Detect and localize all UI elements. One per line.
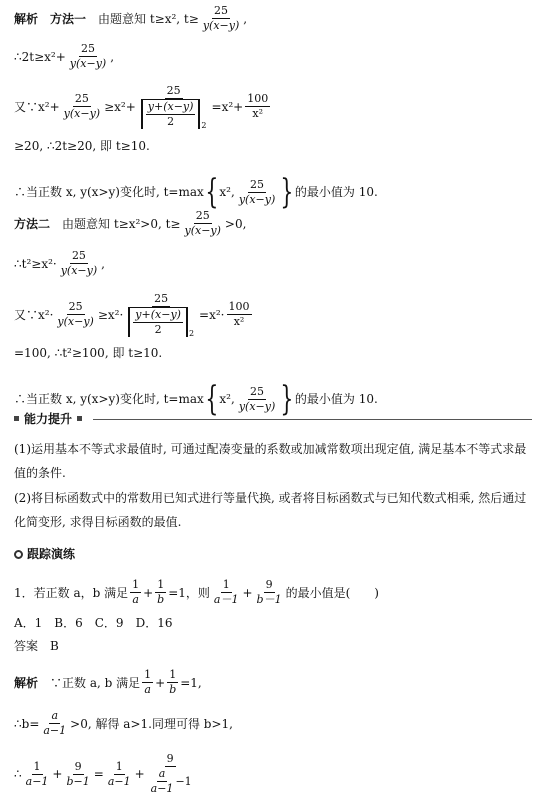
m1-line4: ≥20, ∴2t≥20, 即 t≥10. — [14, 139, 150, 153]
analysis-label: 解析 — [14, 11, 39, 26]
q1-line: 1．若正数 a，b 满足 $\frac{1}{a}$ + $\frac{1}{b}$ =1，则 $\frac{1}{a-1}$ + $\frac{9}{b-1}$ 的最小值是( ) — [14, 578, 379, 606]
m1-line5: ∴当正数 x, y(x>y)变化时, t=max { x², $\frac{25}{y(x-y)}$ } 的最小值为 10. — [14, 172, 378, 212]
sol-line2: ∴b= $\frac{a}{a-1}$ >0, 解得 a>1.同理可得 b>1, — [14, 709, 233, 737]
ability-p1: (1)运用基本不等式求最值时, 可通过配凑变量的系数或加减常数项出现定值, 满足基本不等式求最值的条件. — [14, 442, 527, 480]
method2-label: 方法二 — [14, 216, 51, 231]
q1-answer: 答案 B — [14, 639, 59, 653]
m1-line1: 解析 方法一 由题意知 t≥x², t≥ $\frac{25}{y(x-y)}$ , — [14, 4, 248, 32]
m2-line2: ∴t²≥x²· $\frac{25}{y(x-y)}$ , — [14, 249, 105, 277]
solution-label: 解析 — [14, 675, 39, 690]
m1-line2-frac: $\frac{25}{y(x-y)}$ — [69, 42, 107, 70]
method1-label: 方法一 — [50, 11, 87, 26]
sol-line3: ∴ $\frac{1}{a-1}$ + $\frac{9}{b-1}$ = $\frac{1}{a-1}$ + 9 $\frac{a}{a-1}$ −1 — [14, 752, 192, 795]
q1-options: A．1 B．6 C．9 D．16 — [14, 616, 173, 630]
m1-big-frac: 25 $\frac{y+(x-y)}{2}$ 2 — [138, 84, 210, 129]
m1-line1-text: 由题意知 t≥x², t≥ — [98, 11, 199, 26]
m1-line1-frac: $\frac{25}{y(x-y)}$ — [202, 4, 240, 32]
circle-bullet-icon — [14, 550, 23, 559]
m1-line3: 又∵x²+ $\frac{25}{y(x-y)}$ ≥x²+ 25 $\frac{y+(x-y)}{2}$ 2 =x²+ $\frac{100}{\text{x²}}$ — [14, 84, 269, 130]
m2-line4: =100, ∴t²≥100, 即 t≥10. — [14, 346, 163, 360]
right-brace-icon: } — [280, 172, 294, 212]
practice-header: 跟踪演练 — [14, 545, 75, 563]
left-brace-icon: { — [205, 379, 219, 419]
m1-line2: ∴2t≥x²+ $\frac{25}{y(x-y)}$ , — [14, 42, 115, 70]
sol3-nested-frac: 9 $\frac{a}{a-1}$ −1 — [150, 752, 192, 795]
ability-header: 能力提升 — [14, 410, 93, 427]
m2-line3: 又∵x²· $\frac{25}{y(x-y)}$ ≥x²· 25 $\frac{y+(x-y)}{2}$ 2 =x²· $\frac{100}{\text{x²}}$ — [14, 292, 250, 338]
left-brace-icon: { — [205, 172, 219, 212]
ability-p2: (2)将目标函数式中的常数用已知式进行等量代换, 或者将目标函数式与已知代数式相乘, 然后通过化简变形, 求得目标函数的最值. — [14, 491, 527, 529]
m2-line1: 方法二 由题意知 t≥x²>0, t≥ $\frac{25}{y(x-y)}$ >0, — [14, 209, 247, 237]
m2-big-frac: 25 $\frac{y+(x-y)}{2}$ 2 — [125, 292, 197, 337]
square-bullet-icon — [14, 416, 19, 421]
square-bullet-icon — [77, 416, 82, 421]
right-brace-icon: } — [280, 379, 294, 419]
sol-line1: 解析 ∵正数 a, b 满足 $\frac{1}{a}$ + $\frac{1}{b}$ =1, — [14, 668, 202, 696]
m2-line5: ∴当正数 x, y(x>y)变化时, t=max { x², $\frac{25}{y(x-y)}$ } 的最小值为 10. — [14, 379, 378, 419]
